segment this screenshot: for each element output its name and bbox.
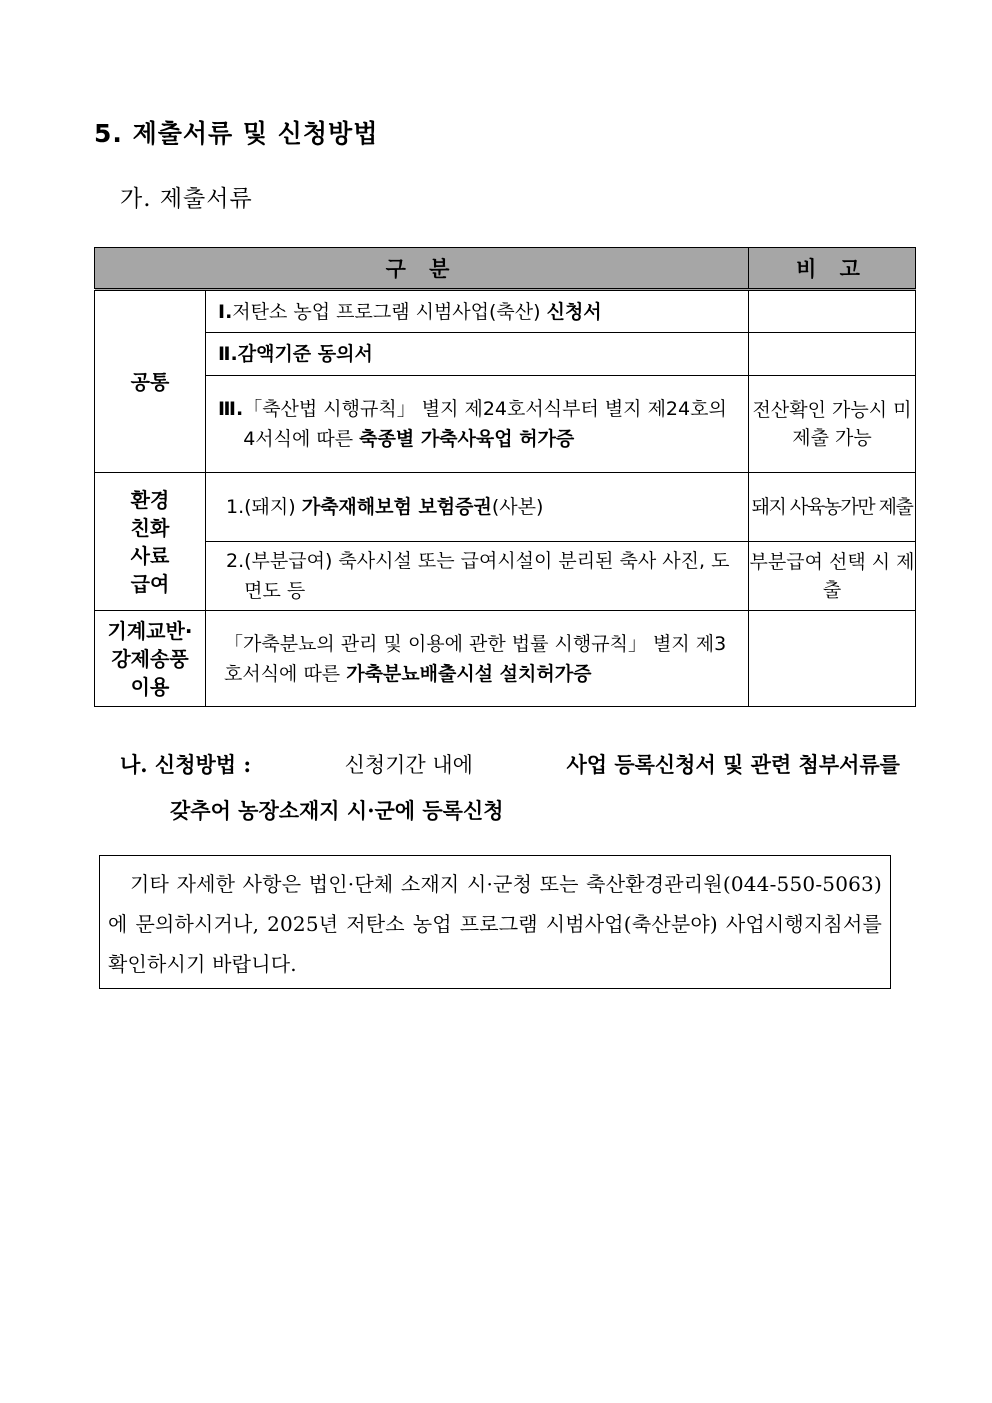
- category-mech-line: 이용: [130, 674, 170, 699]
- table-row: [95, 333, 916, 376]
- item-text-bold: 신청서: [546, 300, 602, 323]
- note-partial-feed: 부분급여 선택 시 제출: [749, 542, 916, 611]
- method-label: 나. 신청방법 :: [120, 752, 252, 777]
- note-empty: [749, 333, 916, 376]
- category-mech-line: 기계교반·: [107, 618, 193, 643]
- item-facility-photo: [206, 542, 749, 611]
- note-insurance: 돼지 사육농가만 제출: [749, 473, 916, 542]
- item-text: (돼지): [244, 496, 302, 518]
- item-text: 「축산법 시행규칙」 별지 제24호서식부터 별지 제24호의4서식에 따른: [243, 398, 727, 450]
- item-application-form: [206, 290, 749, 333]
- application-method: [120, 742, 900, 834]
- item-text: (사본): [491, 496, 544, 518]
- method-text-bold: 사업 등록신청서 및 관련 첨부서류를: [566, 752, 900, 777]
- item-number: Ⅰ.: [218, 300, 233, 323]
- item-number: Ⅲ.: [218, 398, 244, 420]
- method-text: 신청기간 내에: [344, 753, 473, 777]
- category-eco-feed: [95, 473, 206, 611]
- item-text-bold: 가축재해보험 보험증권: [301, 496, 492, 518]
- sub-title-documents: 가. 제출서류: [120, 186, 253, 212]
- note-empty: [749, 290, 916, 333]
- item-livestock-permit: [206, 376, 749, 473]
- item-text: (부분급여) 축사시설 또는 급여시설이 분리된 축사 사진, 도면도 등: [244, 550, 730, 602]
- header-bigo: 비 고: [749, 248, 916, 290]
- item-number: Ⅱ.: [218, 343, 238, 365]
- table-row: [95, 473, 916, 542]
- item-text-bold: 감액기준 동의서: [237, 343, 373, 365]
- item-insurance: [206, 473, 749, 542]
- table-row: [95, 376, 916, 473]
- method-text-bold: 갖추어 농장소재지 시·군에 등록신청: [170, 798, 504, 823]
- item-number: 2.: [226, 550, 245, 572]
- table-header-row: [95, 248, 916, 290]
- item-number: 1.: [226, 496, 245, 518]
- documents-table: [94, 247, 916, 707]
- category-eco-line: 급여: [130, 571, 170, 596]
- category-common: 공통: [95, 290, 206, 473]
- section-title: 5. 제출서류 및 신청방법: [94, 119, 379, 148]
- note-permit: 전산확인 가능시 미제출 가능: [749, 376, 916, 473]
- category-eco-line: 사료: [130, 543, 170, 568]
- category-mechanical: [95, 611, 206, 707]
- item-consent-form: [206, 333, 749, 376]
- table-row: [95, 290, 916, 333]
- table-row: [95, 611, 916, 707]
- category-eco-line: 친화: [130, 515, 170, 540]
- note-empty: [749, 611, 916, 707]
- header-gubun: 구 분: [95, 248, 749, 290]
- item-text: 저탄소 농업 프로그램 시범사업(축산): [232, 300, 547, 323]
- item-manure-permit: [206, 611, 749, 707]
- item-text-bold: 가축분뇨배출시설 설치허가증: [346, 662, 592, 685]
- category-eco-line: 환경: [130, 487, 170, 512]
- category-mech-line: 강제송풍: [111, 646, 189, 671]
- item-text: 「가축분뇨의 관리 및 이용에 관한 법률 시행규칙」 별지 제3호서식에 따른: [224, 632, 727, 685]
- item-text-bold: 축종별 가축사육업 허가증: [359, 428, 575, 450]
- table-row: [95, 542, 916, 611]
- info-box: 기타 자세한 사항은 법인·단체 소재지 시·군청 또는 축산환경관리원(044-550-5063)에 문의하시거나, 2025년 저탄소 농업 프로그램 시범사업(축산분야) 사업시행지침서를 확인하시기 바랍니다.: [99, 855, 891, 989]
